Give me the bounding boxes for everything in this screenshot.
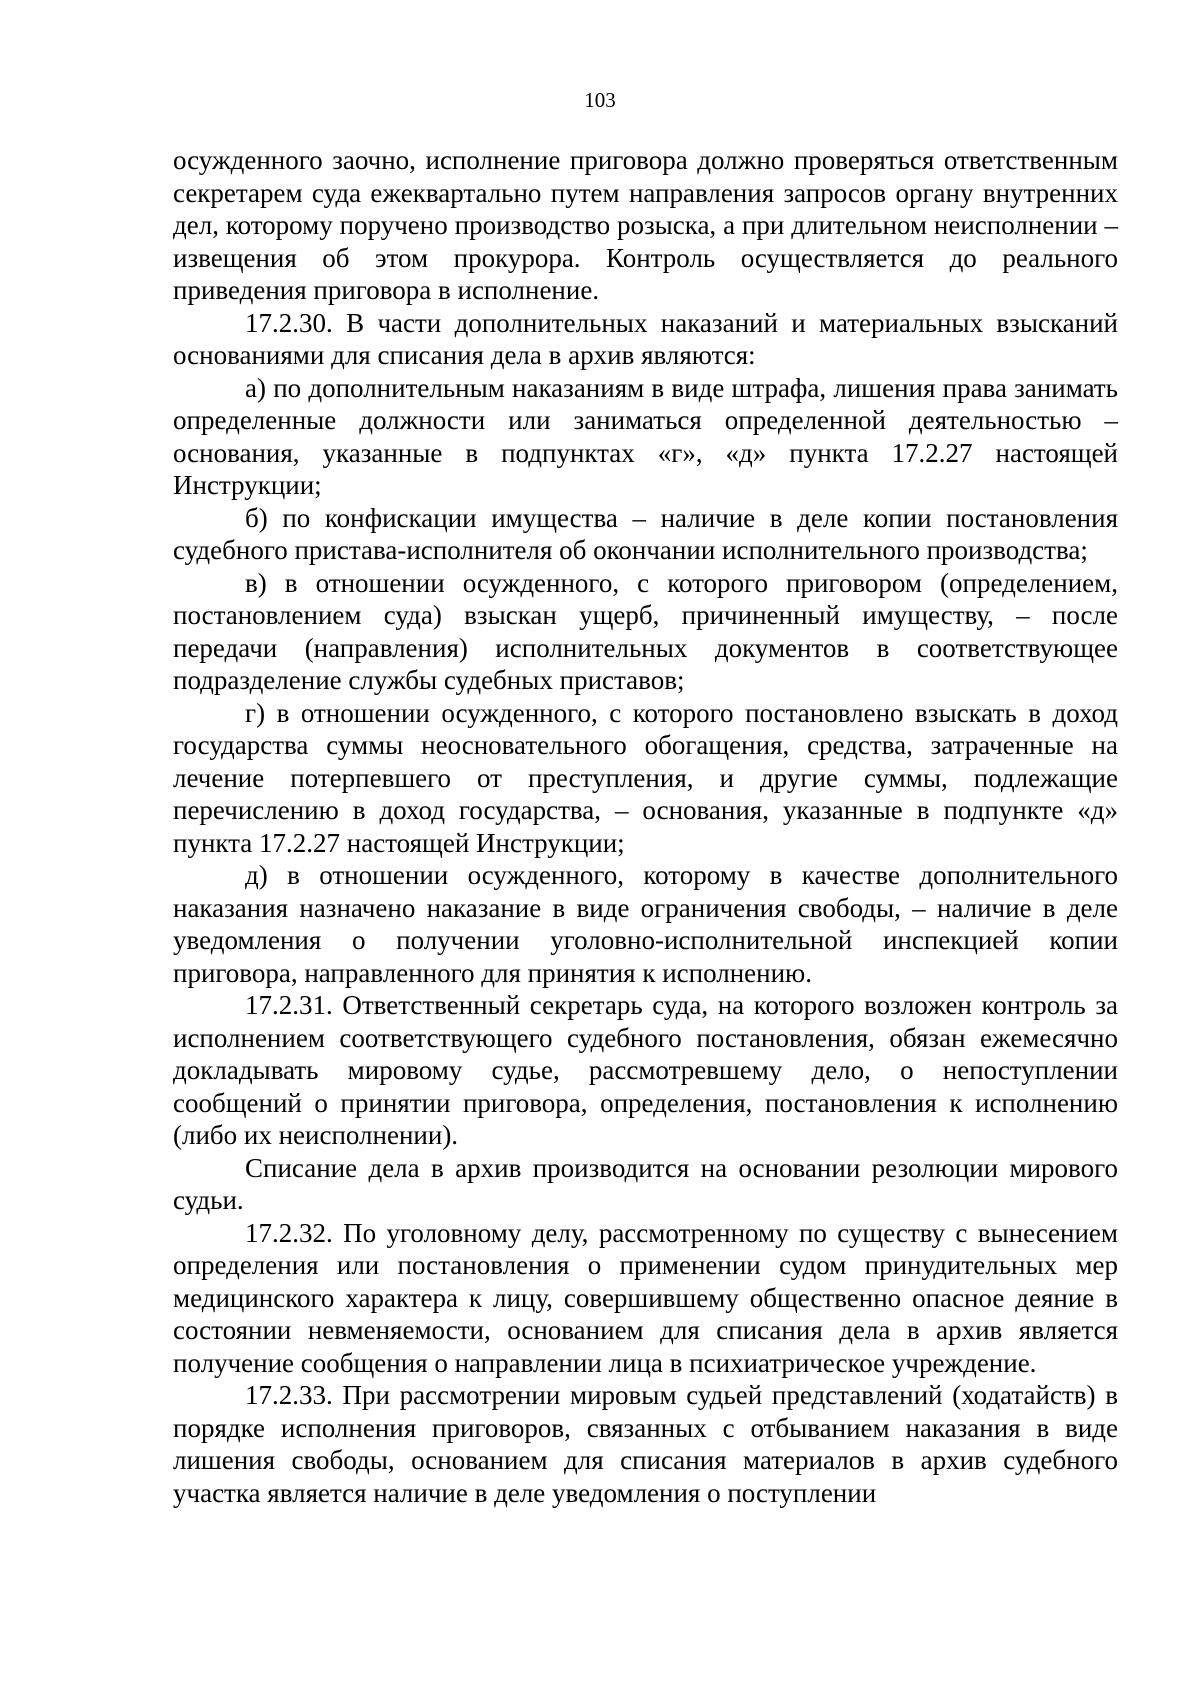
page-number: 103 bbox=[584, 88, 616, 112]
paragraph: осужденного заочно, исполнение приговора должно проверяться ответственным секретарем суда ежеквартально путем направления запросов органу внутренних дел, которому поручено производство розыска, а при длительном неисполнении – извещения об этом прокурора. Контроль осуществляется до реального приведения приговора в исполнение. bbox=[173, 145, 1118, 305]
document-body bbox=[173, 144, 1118, 1509]
paragraph: 17.2.31. Ответственный секретарь суда, на которого возложен контроль за исполнением соответствующего судебного постановления, обязан ежемесячно докладывать мировому судье, рассмотревшему дело, о непоступлении сообщений о принятии приговора, определения, постановления к исполнению (либо их неисполнении). bbox=[173, 990, 1118, 1150]
paragraph: 17.2.32. По уголовному делу, рассмотренному по существу с вынесением определения или постановления о применении судом принудительных мер медицинского характера к лицу, совершившему общественно опасное деяние в состоянии невменяемости, основанием для списания дела в архив является получение сообщения о направлении лица в психиатрическое учреждение. bbox=[173, 1217, 1118, 1378]
paragraph: б) по конфискации имущества – наличие в деле копии постановления судебного пристава-исполнителя об окончании исполнительного производства; bbox=[173, 502, 1118, 565]
paragraph: 17.2.30. В части дополнительных наказаний и материальных взысканий основаниями для списания дела в архив являются: bbox=[173, 307, 1118, 370]
paragraph: Списание дела в архив производится на основании резолюции мирового судьи. bbox=[173, 1152, 1118, 1215]
paragraph: в) в отношении осужденного, с которого приговором (определением, постановлением суда) взыскан ущерб, причиненный имуществу, – после передачи (направления) исполнительных документов в соответствующее подразделение службы судебных приставов; bbox=[173, 567, 1118, 695]
paragraph: 17.2.33. При рассмотрении мировым судьей представлений (ходатайств) в порядке исполнения приговоров, связанных с отбыванием наказания в виде лишения свободы, основанием для списания материалов в архив судебного участка является наличие в деле уведомления о поступлении bbox=[173, 1380, 1118, 1508]
paragraph: а) по дополнительным наказаниям в виде штрафа, лишения права занимать определенные должности или заниматься определенной деятельностью – основания, указанные в подпунктах «г», «д» пункта 17.2.27 настоящей Инструкции; bbox=[173, 372, 1118, 500]
paragraph: д) в отношении осужденного, которому в качестве дополнительного наказания назначено наказание в виде ограничения свободы, – наличие в деле уведомления о получении уголовно-исполнительной инспекцией копии приговора, направленного для принятия к исполнению. bbox=[173, 860, 1118, 988]
paragraph: г) в отношении осужденного, с которого постановлено взыскать в доход государства суммы неосновательного обогащения, средства, затраченные на лечение потерпевшего от преступления, и другие суммы, подлежащие перечислению в доход государства, – основания, указанные в подпункте «д» пункта 17.2.27 настоящей Инструкции; bbox=[173, 697, 1118, 858]
